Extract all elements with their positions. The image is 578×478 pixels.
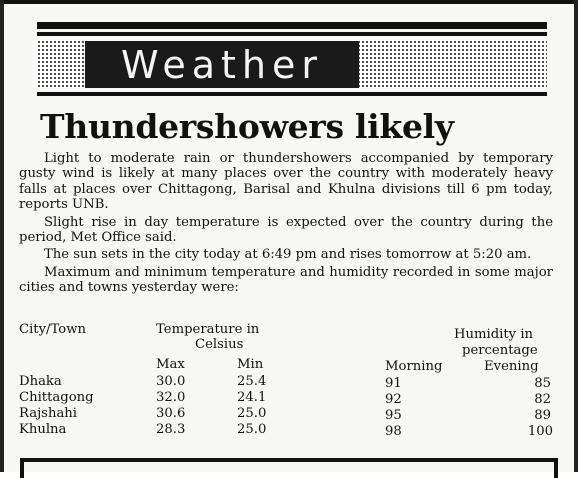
top-border: [0, 0, 578, 4]
article-body: [19, 151, 553, 298]
city-name: Dhaka: [19, 374, 62, 389]
subheader-max: Max: [156, 357, 185, 372]
header-humidity-unit: percentage: [462, 343, 538, 358]
max-temp: 30.6: [156, 406, 186, 421]
headline: Thundershowers likely: [40, 107, 454, 146]
header-city: City/Town: [19, 322, 86, 337]
city-name: Khulna: [19, 422, 67, 437]
section-title-box: [85, 41, 359, 88]
header-humidity: Humidity in: [454, 327, 534, 342]
subheader-evening: Evening: [484, 359, 539, 374]
min-temp: 25.4: [237, 374, 267, 389]
max-temp: 32.0: [156, 390, 186, 405]
city-name: Chittagong: [19, 390, 94, 405]
min-temp: 25.0: [237, 406, 267, 421]
paragraph: Slight rise in day temperature is expected over the country during the period, Met Office said.: [19, 214, 553, 246]
banner-rule: [37, 22, 547, 29]
header-temperature: Temperature in: [156, 322, 260, 337]
morning-humidity: 95: [385, 408, 402, 423]
evening-humidity: 100: [527, 424, 553, 439]
paragraph: Light to moderate rain or thundershowers accompanied by temporary gusty wind is likely at many places over the country with moderately heavy falls at places over Chittagong, Barisal and Khulna divisions till 6 pm today, reports UNB.: [19, 151, 553, 213]
city-name: Rajshahi: [19, 406, 78, 421]
morning-humidity: 92: [385, 392, 402, 407]
subheader-min: Min: [237, 357, 264, 372]
morning-humidity: 91: [385, 376, 402, 391]
banner-rule: [37, 32, 547, 36]
paragraph: Maximum and minimum temperature and humidity recorded in some major cities and towns yesterday were:: [19, 264, 553, 296]
evening-humidity: 82: [534, 392, 551, 407]
header-temperature-unit: Celsius: [195, 337, 244, 352]
left-border: [0, 0, 4, 472]
section-banner: [37, 22, 547, 96]
max-temp: 30.0: [156, 374, 186, 389]
next-article-border: [20, 458, 558, 478]
evening-humidity: 89: [534, 408, 551, 423]
banner-rule: [37, 92, 547, 96]
evening-humidity: 85: [534, 376, 551, 391]
max-temp: 28.3: [156, 422, 186, 437]
subheader-morning: Morning: [385, 359, 443, 374]
min-temp: 24.1: [237, 390, 267, 405]
section-title: Weather: [121, 42, 323, 87]
morning-humidity: 98: [385, 424, 402, 439]
right-border: [574, 0, 578, 472]
paragraph: The sun sets in the city today at 6:49 pm and rises tomorrow at 5:20 am.: [44, 247, 532, 263]
min-temp: 25.0: [237, 422, 267, 437]
